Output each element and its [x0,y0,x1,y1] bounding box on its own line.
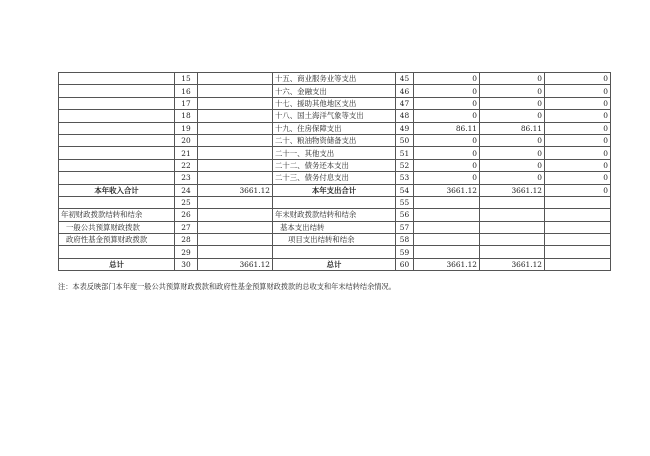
table-row [59,73,611,85]
cell-expense-line-no: 55 [396,196,414,208]
cell-expense-total: 0 [414,73,480,85]
cell-income-amount [198,196,273,208]
cell-expense-total: 3661.12 [414,258,480,270]
cell-income-amount [198,234,273,246]
cell-expense-fund-budget: 0 [545,184,611,196]
cell-income-line-no: 29 [175,246,198,258]
cell-expense-total: 3661.12 [414,184,480,196]
cell-expense-fund-budget [545,196,611,208]
cell-income-item [59,85,175,97]
cell-expense-general-budget: 0 [480,147,545,159]
cell-expense-line-no: 54 [396,184,414,196]
cell-income-item [59,159,175,171]
cell-income-item [59,172,175,184]
table-row [59,85,611,97]
cell-expense-fund-budget [545,258,611,270]
cell-expense-total: 0 [414,97,480,109]
cell-income-amount: 3661.12 [198,184,273,196]
cell-expense-item: 二十二、债务还本支出 [273,159,396,171]
cell-income-item [59,122,175,134]
cell-expense-item: 十八、国土海洋气象等支出 [273,110,396,122]
cell-expense-fund-budget: 0 [545,122,611,134]
cell-expense-total [414,246,480,258]
cell-expense-line-no: 58 [396,234,414,246]
cell-expense-fund-budget: 0 [545,97,611,109]
cell-income-item [59,97,175,109]
table-row [59,172,611,184]
table [58,72,611,271]
cell-expense-item: 二十三、债务付息支出 [273,172,396,184]
cell-expense-line-no: 49 [396,122,414,134]
cell-income-line-no: 17 [175,97,198,109]
cell-expense-fund-budget: 0 [545,73,611,85]
cell-expense-general-budget: 0 [480,97,545,109]
cell-income-line-no: 23 [175,172,198,184]
cell-income-amount [198,147,273,159]
cell-expense-general-budget: 0 [480,73,545,85]
cell-expense-line-no: 53 [396,172,414,184]
cell-income-line-no: 15 [175,73,198,85]
cell-income-line-no: 18 [175,110,198,122]
cell-expense-fund-budget [545,209,611,221]
footnote: 注：本表反映部门本年度一般公共预算财政拨款和政府性基金预算财政拨款的总收支和年末结转结余情况。 [58,282,396,291]
cell-income-amount [198,221,273,233]
cell-income-line-no: 24 [175,184,198,196]
cell-expense-line-no: 52 [396,159,414,171]
cell-income-line-no: 21 [175,147,198,159]
table-row [59,110,611,122]
cell-expense-fund-budget [545,234,611,246]
cell-income-line-no: 22 [175,159,198,171]
cell-income-amount [198,172,273,184]
cell-expense-fund-budget: 0 [545,134,611,146]
cell-income-line-no: 30 [175,258,198,270]
cell-income-line-no: 28 [175,234,198,246]
table-row [59,184,611,196]
cell-expense-fund-budget: 0 [545,147,611,159]
cell-income-line-no: 26 [175,209,198,221]
cell-income-amount [198,122,273,134]
cell-income-item: 政府性基金预算财政拨款 [59,234,175,246]
cell-expense-item: 基本支出结转 [273,221,396,233]
cell-income-line-no: 25 [175,196,198,208]
cell-expense-item: 本年支出合计 [273,184,396,196]
cell-expense-item [273,196,396,208]
cell-expense-item: 总计 [273,258,396,270]
cell-income-line-no: 20 [175,134,198,146]
cell-income-item [59,73,175,85]
cell-expense-general-budget: 3661.12 [480,184,545,196]
cell-income-item [59,110,175,122]
table-row [59,147,611,159]
cell-expense-total [414,234,480,246]
cell-income-item: 一般公共预算财政拨款 [59,221,175,233]
cell-expense-fund-budget [545,246,611,258]
cell-expense-item: 十七、援助其他地区支出 [273,97,396,109]
cell-expense-general-budget: 3661.12 [480,258,545,270]
cell-expense-item: 年末财政拨款结转和结余 [273,209,396,221]
table-row [59,221,611,233]
cell-expense-item: 十五、商业服务业等支出 [273,73,396,85]
cell-expense-line-no: 59 [396,246,414,258]
cell-expense-fund-budget: 0 [545,172,611,184]
cell-expense-total: 86.11 [414,122,480,134]
cell-income-line-no: 16 [175,85,198,97]
cell-expense-total: 0 [414,172,480,184]
cell-expense-total: 0 [414,110,480,122]
cell-expense-line-no: 45 [396,73,414,85]
cell-expense-item: 二十一、其他支出 [273,147,396,159]
cell-expense-total: 0 [414,147,480,159]
cell-expense-general-budget [480,234,545,246]
cell-expense-line-no: 50 [396,134,414,146]
cell-expense-item [273,246,396,258]
cell-expense-total: 0 [414,85,480,97]
cell-income-item [59,246,175,258]
cell-income-amount [198,73,273,85]
budget-summary-table [58,72,611,271]
cell-income-amount [198,85,273,97]
cell-expense-general-budget: 86.11 [480,122,545,134]
cell-expense-general-budget: 0 [480,172,545,184]
table-row [59,246,611,258]
cell-expense-line-no: 47 [396,97,414,109]
cell-expense-item: 项目支出结转和结余 [273,234,396,246]
cell-income-amount: 3661.12 [198,258,273,270]
cell-expense-line-no: 48 [396,110,414,122]
cell-expense-fund-budget: 0 [545,159,611,171]
cell-expense-line-no: 56 [396,209,414,221]
table-row [59,209,611,221]
cell-expense-fund-budget: 0 [545,110,611,122]
cell-expense-total: 0 [414,159,480,171]
table-row [59,134,611,146]
cell-expense-item: 二十、粮油物资储备支出 [273,134,396,146]
cell-expense-line-no: 51 [396,147,414,159]
cell-expense-general-budget: 0 [480,110,545,122]
cell-income-item [59,196,175,208]
table-row [59,159,611,171]
cell-income-amount [198,134,273,146]
cell-income-item: 年初财政拨款结转和结余 [59,209,175,221]
table-row [59,258,611,270]
cell-income-amount [198,110,273,122]
cell-expense-general-budget [480,246,545,258]
cell-expense-general-budget [480,221,545,233]
table-row [59,122,611,134]
cell-expense-total [414,196,480,208]
cell-income-item: 本年收入合计 [59,184,175,196]
cell-income-amount [198,209,273,221]
cell-expense-general-budget: 0 [480,134,545,146]
table-row [59,97,611,109]
table-row [59,196,611,208]
cell-income-line-no: 27 [175,221,198,233]
cell-expense-total [414,221,480,233]
cell-expense-total: 0 [414,134,480,146]
cell-income-amount [198,97,273,109]
cell-income-line-no: 19 [175,122,198,134]
cell-expense-item: 十九、住房保障支出 [273,122,396,134]
cell-expense-fund-budget [545,221,611,233]
cell-expense-general-budget: 0 [480,85,545,97]
cell-expense-total [414,209,480,221]
cell-expense-general-budget: 0 [480,159,545,171]
cell-expense-general-budget [480,209,545,221]
cell-income-amount [198,159,273,171]
cell-income-item [59,134,175,146]
cell-income-item: 总计 [59,258,175,270]
cell-expense-line-no: 57 [396,221,414,233]
cell-expense-general-budget [480,196,545,208]
cell-expense-line-no: 46 [396,85,414,97]
cell-income-amount [198,246,273,258]
cell-expense-fund-budget: 0 [545,85,611,97]
cell-expense-item: 十六、金融支出 [273,85,396,97]
cell-income-item [59,147,175,159]
table-row [59,234,611,246]
cell-expense-line-no: 60 [396,258,414,270]
